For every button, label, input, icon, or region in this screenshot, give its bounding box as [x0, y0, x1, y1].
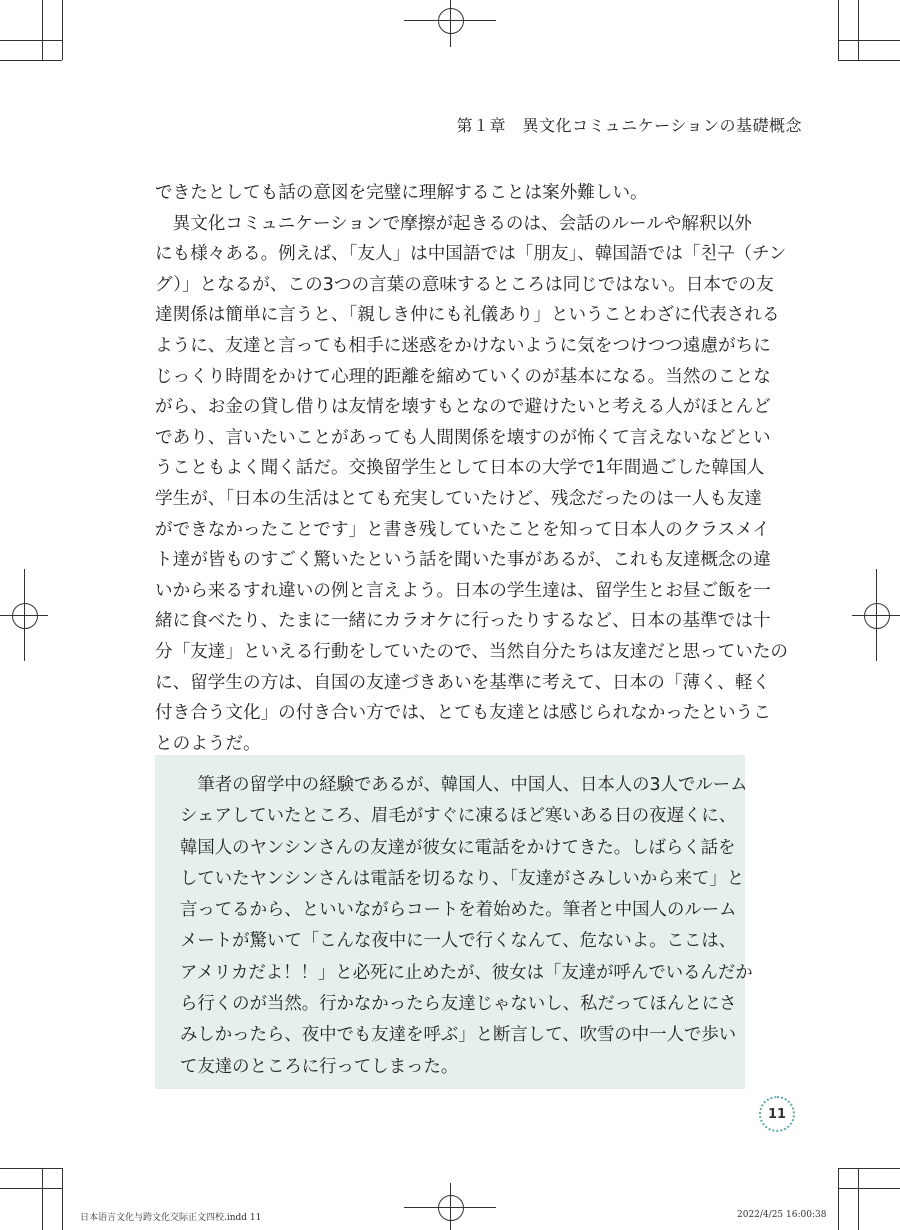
registration-mark [438, 8, 464, 34]
body-line: にも様々ある。例えば、「友人」は中国語では「朋友」、韓国語では「친구（チン [155, 244, 787, 265]
body-line: とのようだ。 [155, 733, 261, 754]
body-line: 分「友達」といえる行動をしていたので、当然自分たちは友達だと思っていたの [155, 641, 789, 662]
body-line: いから来るすれ違いの例と言えよう。日本の学生達は、留学生とお昼ご飯を一 [155, 580, 771, 601]
anecdote-line: 韓国人のヤンシンさんの友達が彼女に電話をかけてきた。しばらく話を [180, 837, 736, 858]
body-line: 学生が、「日本の生活はとても充実していたけど、残念だったのは一人も友達 [155, 488, 762, 509]
anecdote-line: アメリカだよ！！」と必死に止めたが、彼女は「友達が呼んでいるんだか [180, 962, 753, 983]
crop-mark [62, 1168, 63, 1230]
crop-mark [0, 1188, 62, 1189]
crop-mark [858, 1168, 859, 1230]
crop-mark [0, 1168, 62, 1169]
anecdote-text [180, 770, 753, 1083]
crop-mark [838, 1188, 900, 1189]
body-line: できたとしても話の意図を完璧に理解することは案外難しい。 [155, 183, 648, 203]
anecdote-line: シェアしていたところ、眉毛がすぐに凍るほど寒いある日の夜遅くに、 [180, 806, 737, 827]
body-line: ができなかったことです」と書き残していたことを知って日本人のクラスメイ [155, 519, 770, 540]
body-line: 異文化コミュニケーションで摩擦が起きるのは、会話のルールや解釈以外 [155, 213, 752, 234]
page-number: 11 [759, 1096, 795, 1132]
crop-mark [838, 40, 900, 41]
body-line: に、留学生の方は、自国の友達づきあいを基準に考えて、日本の「薄く、軽く [155, 672, 771, 693]
crop-mark [0, 40, 62, 41]
crop-mark [838, 1168, 900, 1169]
body-line: ト達が皆ものすごく驚いたという話を聞いた事があるが、これも友達概念の違 [155, 550, 771, 571]
crop-mark [62, 0, 63, 60]
crop-mark [42, 1168, 43, 1230]
registration-mark-line [450, 1183, 451, 1230]
slug-filename: 日本语言文化与跨文化交际正文四校.indd 11 [80, 1213, 262, 1223]
body-line: 達関係は簡単に言うと、「親しき仲にも礼儀あり」ということわざに代表される [155, 305, 780, 326]
body-line: 付き合う文化」の付き合い方では、とても友達とは感じられなかったというこ [155, 703, 771, 724]
registration-mark [12, 603, 38, 629]
anecdote-line: 言ってるから、といいながらコートを着始めた。筆者と中国人のルーム [180, 900, 737, 921]
body-line: うこともよく聞く話だ。交換留学生として日本の大学で1年間過ごした韓国人 [155, 458, 765, 479]
anecdote-line: ら行くのが当然。行かなかったら友達じゃないし、私だってほんとにさ [180, 994, 737, 1015]
body-line: 緒に食べたり、たまに一緒にカラオケに行ったりするなど、日本の基準では十 [155, 611, 771, 632]
body-line: ように、友達と言っても相手に迷惑をかけないように気をつけつつ遠慮がちに [155, 335, 771, 356]
body-line: であり、言いたいことがあっても人間関係を壊すのが怖くて言えないなどとい [155, 427, 771, 448]
body-line: グ）」となるが、この3つの言葉の意味するところは同じではない。日本での友 [155, 274, 774, 295]
crop-mark [838, 0, 839, 60]
crop-mark [838, 1168, 839, 1230]
body-text [155, 178, 789, 759]
crop-mark [858, 0, 859, 60]
registration-mark [864, 603, 890, 629]
anecdote-line: メートが驚いて「こんな夜中に一人で行くなんて、危ないよ。ここは、 [180, 931, 737, 952]
anecdote-line: て友達のところに行ってしまった。 [180, 1056, 459, 1077]
anecdote-line: みしかったら、夜中でも友達を呼ぶ」と断言して、吹雪の中一人で歩い [180, 1025, 737, 1046]
registration-mark-line [24, 569, 25, 661]
registration-mark-line [450, 0, 451, 47]
registration-mark-line [876, 569, 877, 661]
body-line: がら、お金の貸し借りは友情を壊すもとなので避けたいと考える人がほとんど [155, 397, 771, 418]
registration-mark [438, 1195, 464, 1221]
crop-mark [0, 60, 62, 61]
anecdote-line: していたヤンシンさんは電話を切るなり、「友達がさみしいから来て」と [180, 868, 745, 889]
body-line: じっくり時間をかけて心理的距離を縮めていくのが基本になる。当然のことな [155, 366, 771, 387]
crop-mark [838, 60, 900, 61]
anecdote-line: 筆者の留学中の経験であるが、韓国人、中国人、日本人の3人でルーム [180, 775, 748, 795]
crop-mark [42, 0, 43, 60]
running-head: 第１章 異文化コミュニケーションの基礎概念 [456, 116, 802, 135]
slug-datetime: 2022/4/25 16:00:38 [737, 1210, 827, 1220]
